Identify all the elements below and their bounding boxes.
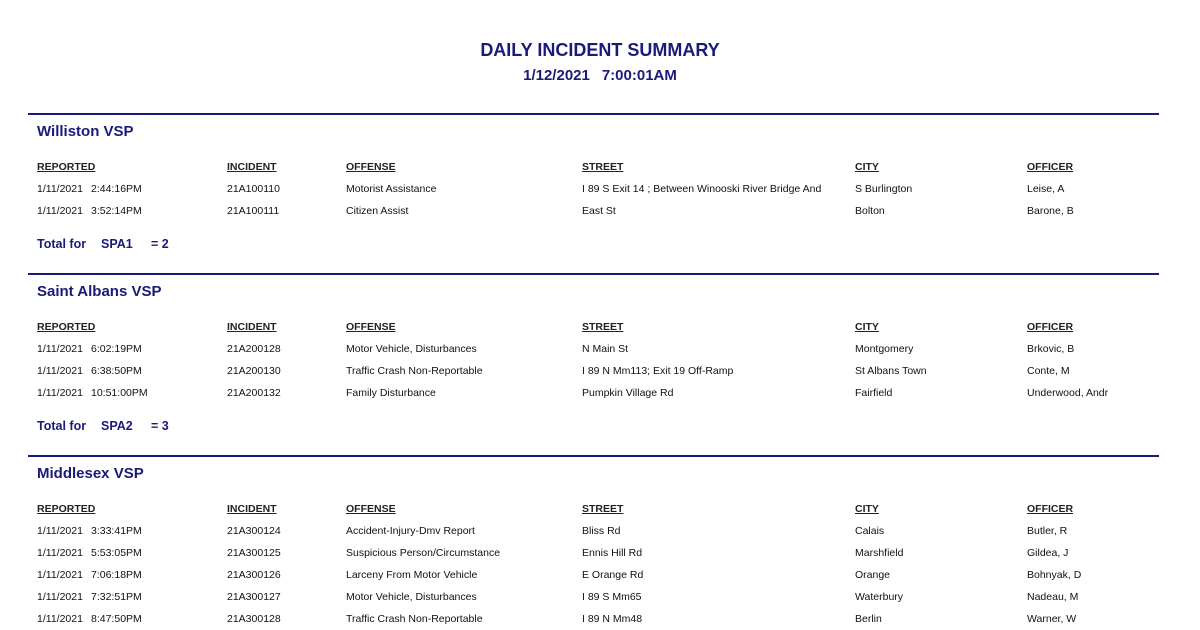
col-officer: OFFICER xyxy=(1027,161,1074,173)
col-reported: REPORTED xyxy=(37,503,96,515)
table-row xyxy=(0,547,1200,561)
incident-cell: 21A300125 xyxy=(227,547,281,559)
report-datetime xyxy=(0,67,1200,84)
incident-cell: 21A300126 xyxy=(227,569,281,581)
col-street: STREET xyxy=(582,321,624,333)
street-cell: Bliss Rd xyxy=(582,525,621,537)
section-title: Williston VSP xyxy=(37,123,134,140)
street-cell: N Main St xyxy=(582,343,629,355)
street-cell: I 89 S Exit 14 ; Between Winooski River Bridge And xyxy=(582,183,822,195)
col-offense: OFFENSE xyxy=(346,161,396,173)
incident-cell: 21A100110 xyxy=(227,183,280,195)
incident-cell: 21A300127 xyxy=(227,591,281,603)
col-incident: INCIDENT xyxy=(227,321,277,333)
col-officer: OFFICER xyxy=(1027,321,1074,333)
street-cell: Pumpkin Village Rd xyxy=(582,387,674,399)
table-row xyxy=(0,569,1200,583)
street-cell: Ennis Hill Rd xyxy=(582,547,643,559)
table-row xyxy=(0,591,1200,605)
city-cell: St Albans Town xyxy=(855,365,927,377)
table-row xyxy=(0,613,1200,627)
report-date: 1/12/2021 xyxy=(523,67,590,84)
section-title: Saint Albans VSP xyxy=(37,283,162,300)
table-row xyxy=(0,183,1200,197)
street-cell: East St xyxy=(582,205,616,217)
offense-cell: Suspicious Person/Circumstance xyxy=(346,547,501,559)
col-city: CITY xyxy=(855,503,879,515)
offense-cell: Accident-Injury-Dmv Report xyxy=(346,525,475,537)
reported-cell: 1/11/2021 3:33:41PM xyxy=(37,525,142,537)
officer-cell: Leise, A xyxy=(1027,183,1065,195)
reported-cell: 1/11/2021 5:53:05PM xyxy=(37,547,142,559)
column-header-row xyxy=(0,321,1200,335)
reported-cell: 1/11/2021 2:44:16PM xyxy=(37,183,142,195)
section-divider xyxy=(28,113,1159,115)
incident-cell: 21A200132 xyxy=(227,387,281,399)
city-cell: Fairfield xyxy=(855,387,893,399)
officer-cell: Brkovic, B xyxy=(1027,343,1075,355)
officer-cell: Nadeau, M xyxy=(1027,591,1079,603)
col-officer: OFFICER xyxy=(1027,503,1074,515)
column-header-row xyxy=(0,161,1200,175)
city-cell: Berlin xyxy=(855,613,882,625)
reported-cell: 1/11/2021 7:06:18PM xyxy=(37,569,142,581)
officer-cell: Gildea, J xyxy=(1027,547,1069,559)
street-cell: I 89 S Mm65 xyxy=(582,591,642,603)
city-cell: Marshfield xyxy=(855,547,904,559)
incident-cell: 21A300128 xyxy=(227,613,281,625)
street-cell: I 89 N Mm113; Exit 19 Off-Ramp xyxy=(582,365,734,377)
street-cell: E Orange Rd xyxy=(582,569,644,581)
offense-cell: Family Disturbance xyxy=(346,387,436,399)
col-incident: INCIDENT xyxy=(227,503,277,515)
incident-cell: 21A100111 xyxy=(227,205,280,217)
city-cell: Orange xyxy=(855,569,891,581)
incident-cell: 21A200128 xyxy=(227,343,281,355)
col-city: CITY xyxy=(855,321,879,333)
reported-cell: 1/11/2021 10:51:00PM xyxy=(37,387,148,399)
city-cell: Montgomery xyxy=(855,343,914,355)
offense-cell: Traffic Crash Non-Reportable xyxy=(346,613,483,625)
officer-cell: Conte, M xyxy=(1027,365,1070,377)
col-street: STREET xyxy=(582,503,624,515)
reported-cell: 1/11/2021 6:02:19PM xyxy=(37,343,142,355)
section-title: Middlesex VSP xyxy=(37,465,144,482)
incident-cell: 21A300124 xyxy=(227,525,281,537)
section-total: Total for SPA1 = 2 xyxy=(37,237,169,251)
offense-cell: Motor Vehicle, Disturbances xyxy=(346,591,477,603)
officer-cell: Barone, B xyxy=(1027,205,1074,217)
offense-cell: Larceny From Motor Vehicle xyxy=(346,569,478,581)
table-row xyxy=(0,365,1200,379)
offense-cell: Citizen Assist xyxy=(346,205,409,217)
section-divider xyxy=(28,455,1159,457)
offense-cell: Motorist Assistance xyxy=(346,183,437,195)
offense-cell: Motor Vehicle, Disturbances xyxy=(346,343,477,355)
col-reported: REPORTED xyxy=(37,321,96,333)
officer-cell: Underwood, Andr xyxy=(1027,387,1109,399)
section-total: Total for SPA2 = 3 xyxy=(37,419,169,433)
column-header-row xyxy=(0,503,1200,517)
reported-cell: 1/11/2021 3:52:14PM xyxy=(37,205,142,217)
city-cell: Bolton xyxy=(855,205,885,217)
col-city: CITY xyxy=(855,161,879,173)
officer-cell: Butler, R xyxy=(1027,525,1068,537)
table-row xyxy=(0,387,1200,401)
officer-cell: Bohnyak, D xyxy=(1027,569,1082,581)
table-row xyxy=(0,525,1200,539)
street-cell: I 89 N Mm48 xyxy=(582,613,643,625)
col-reported: REPORTED xyxy=(37,161,96,173)
incident-cell: 21A200130 xyxy=(227,365,281,377)
city-cell: Calais xyxy=(855,525,885,537)
officer-cell: Warner, W xyxy=(1027,613,1077,625)
col-street: STREET xyxy=(582,161,624,173)
report-time: 7:00:01AM xyxy=(601,67,677,84)
reported-cell: 1/11/2021 8:47:50PM xyxy=(37,613,142,625)
col-incident: INCIDENT xyxy=(227,161,277,173)
city-cell: S Burlington xyxy=(855,183,913,195)
table-row xyxy=(0,343,1200,357)
city-cell: Waterbury xyxy=(855,591,904,603)
col-offense: OFFENSE xyxy=(346,321,396,333)
col-offense: OFFENSE xyxy=(346,503,396,515)
reported-cell: 1/11/2021 7:32:51PM xyxy=(37,591,142,603)
reported-cell: 1/11/2021 6:38:50PM xyxy=(37,365,142,377)
section-divider xyxy=(28,273,1159,275)
offense-cell: Traffic Crash Non-Reportable xyxy=(346,365,483,377)
report-title: DAILY INCIDENT SUMMARY xyxy=(480,40,720,60)
table-row xyxy=(0,205,1200,219)
